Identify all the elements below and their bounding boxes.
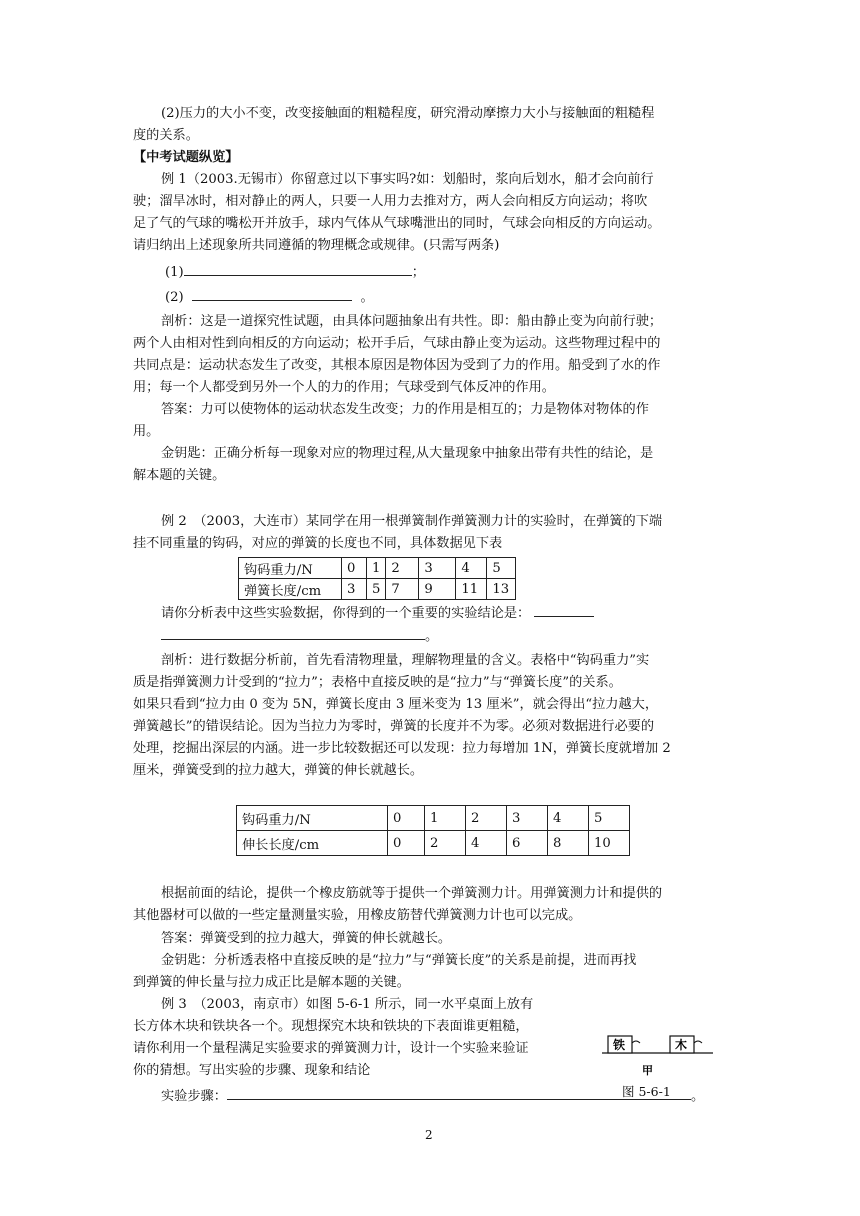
blank-end: ； — [411, 265, 425, 280]
table-cell: 13 — [487, 579, 516, 600]
figure-5-6-1 — [600, 1030, 715, 1100]
text-line: 共同点是：运动状态发生了改变，其根本原因是物体因为受到了力的作用。船受到了水的作 — [133, 358, 661, 373]
table-cell: 2 — [386, 558, 419, 579]
answer-blank-2 — [165, 287, 374, 308]
table-cell: 5 — [589, 806, 630, 831]
blank-end: 。 — [690, 1089, 705, 1104]
text-line: 到弹簧的伸长量与拉力成正比是解本题的关键。 — [133, 975, 410, 990]
answer-blank-1 — [165, 262, 425, 283]
table-cell: 钩码重力/N — [237, 806, 388, 831]
text-line: 挂不同重量的钩码，对应的弹簧的长度也不同，具体数据见下表 — [133, 536, 503, 551]
table-row — [237, 831, 630, 856]
table-row — [239, 558, 516, 579]
text-line: 度的关系。 — [133, 128, 199, 143]
table-cell: 2 — [425, 831, 466, 856]
table-cell: 0 — [388, 831, 425, 856]
table-cell: 5 — [487, 558, 516, 579]
text-line: 驶；溜旱冰时，相对静止的两人，只要一人用力去推对方，两人会向相反方向运动；将吹 — [133, 194, 648, 209]
text-line: 例 3 （2003，南京市）如图 5-6-1 所示，同一水平桌面上放有 — [161, 997, 534, 1012]
text-line: 用；每一个人都受到另外一个人的力的作用；气球受到气体反冲的作用。 — [133, 380, 555, 395]
table-cell: 4 — [466, 831, 507, 856]
table-cell: 8 — [548, 831, 589, 856]
question-line — [161, 603, 594, 624]
table-cell: 0 — [388, 806, 425, 831]
text-line: 足了气的气球的嘴松开并放手，球内气体从气球嘴泄出的同时，气球会向相反的方向运动。 — [133, 216, 661, 231]
table-cell: 3 — [419, 558, 456, 579]
blank-line — [184, 262, 412, 276]
blank-end: 。 — [360, 290, 374, 305]
table-cell: 6 — [507, 831, 548, 856]
text-line: 长方体木块和铁块各一个。现想探究木块和铁块的下表面谁更粗糙， — [133, 1019, 529, 1034]
table-cell: 1 — [367, 558, 386, 579]
question-text: 请你分析表中这些实验数据，你得到的一个重要的实验结论是： — [161, 606, 531, 621]
table-cell: 0 — [342, 558, 367, 579]
text-line: 弹簧越长”的错误结论。因为当拉力为零时，弹簧的长度并不为零。必须对数据进行必要的 — [133, 719, 655, 734]
text-line: 请你利用一个量程满足实验要求的弹簧测力计，设计一个实验来验证 — [133, 1041, 529, 1056]
table-cell: 11 — [456, 579, 487, 600]
text-line: 其他器材可以做的一些定量测量实验，用橡皮筋替代弹簧测力计也可以完成。 — [133, 908, 582, 923]
section-heading: 【中考试题纵览】 — [133, 150, 239, 165]
text-line: 用。 — [133, 424, 160, 439]
blank-line — [192, 287, 352, 301]
iron-hook-icon — [632, 1041, 640, 1043]
steps-label: 实验步骤： — [161, 1089, 227, 1104]
table-cell: 4 — [548, 806, 589, 831]
wood-hook-icon — [694, 1041, 702, 1043]
text-line: 厘米，弹簧受到的拉力越大，弹簧的伸长就越长。 — [133, 763, 424, 778]
table-cell: 10 — [589, 831, 630, 856]
blank-line — [534, 603, 594, 617]
text-line: 例 2 （2003，大连市）某同学在用一根弹簧制作弹簧测力计的实验时，在弹簧的下端 — [161, 514, 663, 529]
blank-number: (1) — [165, 265, 184, 280]
table-cell: 1 — [425, 806, 466, 831]
table-cell: 7 — [386, 579, 419, 600]
figure-caption: 图 5-6-1 — [622, 1084, 671, 1099]
text-line: 例 1（2003.无锡市）你留意过以下事实吗?如：划船时，浆向后划水，船才会向前行 — [161, 172, 654, 187]
table-cell: 3 — [507, 806, 548, 831]
table-row — [239, 579, 516, 600]
blank-end: 。 — [425, 629, 439, 644]
blank-line — [161, 626, 425, 640]
text-line: 金钥匙：分析透表格中直接反映的是“拉力”与“弹簧长度”的关系是前提，进而再找 — [161, 953, 637, 968]
text-line: 根据前面的结论，提供一个橡皮筋就等于提供一个弹簧测力计。用弹簧测力计和提供的 — [161, 886, 663, 901]
table-cell: 5 — [367, 579, 386, 600]
text-line: (2)压力的大小不变，改变接触面的粗糙程度，研究滑动摩擦力大小与接触面的粗糙程 — [161, 106, 655, 121]
text-line: 答案：力可以使物体的运动状态发生改变；力的作用是相互的；力是物体对物体的作 — [161, 402, 649, 417]
table-cell: 3 — [342, 579, 367, 600]
page-number: 2 — [425, 1128, 433, 1142]
text-line: 你的猜想。写出实验的步骤、现象和结论 — [133, 1063, 371, 1078]
data-table-2 — [236, 805, 630, 856]
text-line: 剖析：进行数据分析前，首先看清物理量，理解物理量的含义。表格中“钩码重力”实 — [161, 653, 650, 668]
table-cell: 伸长长度/cm — [237, 831, 388, 856]
text-line: 如果只看到“拉力由 0 变为 5N，弹簧长度由 3 厘米变为 13 厘米”，就会得出“拉力越大， — [133, 697, 659, 712]
wood-label: 木 — [675, 1038, 688, 1052]
text-line: 答案：弹簧受到的拉力越大，弹簧的伸长就越长。 — [161, 931, 452, 946]
table-cell: 2 — [466, 806, 507, 831]
figure-sublabel: 甲 — [642, 1064, 653, 1077]
text-line: 解本题的关键。 — [133, 468, 226, 483]
iron-label: 铁 — [613, 1038, 626, 1052]
text-line: 质是指弹簧测力计受到的“拉力”；表格中直接反映的是“拉力”与“弹簧长度”的关系。 — [133, 675, 622, 690]
text-line: 两个人由相对性到向相反的方向运动；松开手后，气球由静止变为运动。这些物理过程中的 — [133, 336, 661, 351]
table-cell: 钩码重力/N — [239, 558, 342, 579]
blank-number: (2) — [165, 290, 184, 305]
question-line — [161, 626, 438, 647]
table-row — [237, 806, 630, 831]
text-line: 请归纳出上述现象所共同遵循的物理概念或规律。(只需写两条) — [133, 238, 500, 253]
table-cell: 弹簧长度/cm — [239, 579, 342, 600]
data-table-1 — [238, 557, 516, 600]
text-line: 剖析：这是一道探究性试题，由具体问题抽象出有共性。即：船由静止变为向前行驶； — [161, 314, 663, 329]
text-line: 金钥匙：正确分析每一现象对应的物理过程,从大量现象中抽象出带有共性的结论，是 — [161, 446, 654, 461]
table-cell: 4 — [456, 558, 487, 579]
text-line: 处理，挖掘出深层的内涵。进一步比较数据还可以发现：拉力每增加 1N，弹簧长度就增加 2 — [133, 741, 671, 756]
table-cell: 9 — [419, 579, 456, 600]
